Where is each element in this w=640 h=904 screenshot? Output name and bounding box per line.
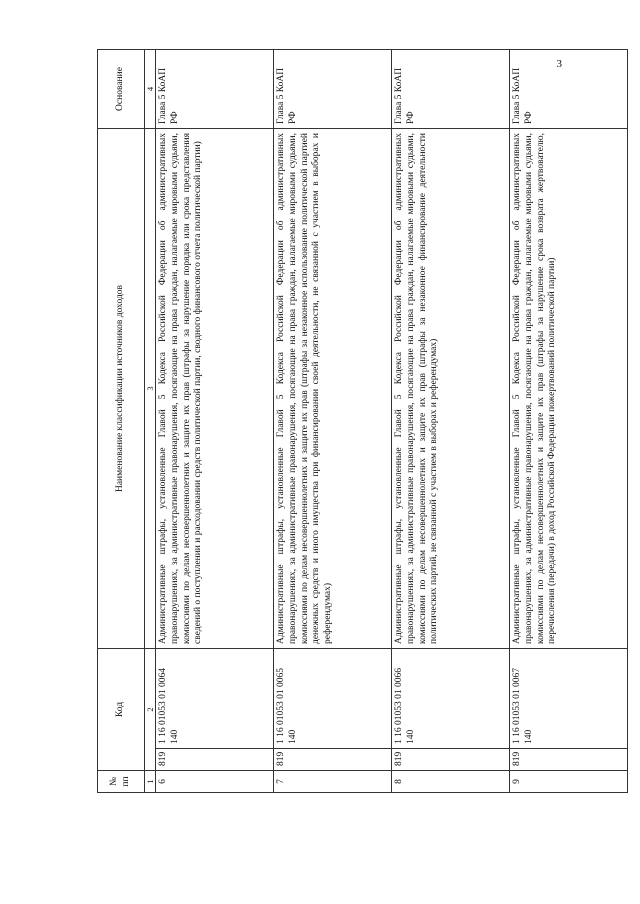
row-basis: Глава 5 КоАП РФ xyxy=(510,50,628,129)
row-basis: Глава 5 КоАП РФ xyxy=(274,50,392,129)
row-admin-code: 819 xyxy=(274,749,392,771)
subheader-1: 1 xyxy=(145,771,156,793)
table-row xyxy=(392,50,510,793)
row-admin-code: 819 xyxy=(510,749,628,771)
row-number: 7 xyxy=(274,771,392,793)
row-description: Административные штрафы, установленные Главой 5 Кодекса Российской Федерации об административных правонарушениях, за административные правонарушения, посягающие на права граждан, налагаемые мировыми судьями, комиссиями по делам несовершеннолетних и защите их прав (штрафы за незаконное использование политической партией денежных средств и иного имущества при финансировании своей деятельности, не связанной с участием в выборах и референдумах) xyxy=(274,129,392,649)
subheader-3: 3 xyxy=(145,129,156,649)
row-description: Административные штрафы, установленные Главой 5 Кодекса Российской Федерации об административных правонарушениях, за административные правонарушения, посягающие на права граждан, налагаемые мировыми судьями, комиссиями по делам несовершеннолетних и защите их прав (штрафы за незаконное финансирование деятельности политических партий, не связанной с участием в выборах и референдумах) xyxy=(392,129,510,649)
table-row xyxy=(156,50,274,793)
income-classification-table xyxy=(97,49,628,793)
document-table-rotated xyxy=(97,50,640,793)
table-header-row xyxy=(98,50,145,793)
row-code: 1 16 01053 01 0067 140 xyxy=(510,649,628,749)
header-code: Код xyxy=(98,649,145,771)
row-code: 1 16 01053 01 0065 140 xyxy=(274,649,392,749)
row-code: 1 16 01053 01 0066 140 xyxy=(392,649,510,749)
table-subheader-row xyxy=(145,50,156,793)
header-basis: Основание xyxy=(98,50,145,129)
table-row xyxy=(274,50,392,793)
row-basis: Глава 5 КоАП РФ xyxy=(156,50,274,129)
row-admin-code: 819 xyxy=(156,749,274,771)
row-description: Административные штрафы, установленные Главой 5 Кодекса Российской Федерации об административных правонарушениях, за административные правонарушения, посягающие на права граждан, налагаемые мировыми судьями, комиссиями по делам несовершеннолетних и защите их прав (штрафы за нарушение срока возврата жертвователю, перечисления (передачи) в доход Российской Федерации пожертвований политической партии) xyxy=(510,129,628,649)
header-name: Наименование классификации источников доходов xyxy=(98,129,145,649)
row-basis: Глава 5 КоАП РФ xyxy=(392,50,510,129)
row-description: Административные штрафы, установленные Главой 5 Кодекса Российской Федерации об административных правонарушениях, за административные правонарушения, посягающие на права граждан, налагаемые мировыми судьями, комиссиями по делам несовершеннолетних и защите их прав (штрафы за нарушение порядка или срока представления сведений о поступлении и расходовании средств политической партии, сводного финансового отчета политической партии) xyxy=(156,129,274,649)
subheader-4: 4 xyxy=(145,50,156,129)
header-number: № пп xyxy=(98,771,145,793)
table-row xyxy=(510,50,628,793)
row-number: 9 xyxy=(510,771,628,793)
row-code: 1 16 01053 01 0064 140 xyxy=(156,649,274,749)
row-number: 6 xyxy=(156,771,274,793)
row-number: 8 xyxy=(392,771,510,793)
page-number: 3 xyxy=(556,58,562,70)
subheader-2: 2 xyxy=(145,649,156,771)
row-admin-code: 819 xyxy=(392,749,510,771)
